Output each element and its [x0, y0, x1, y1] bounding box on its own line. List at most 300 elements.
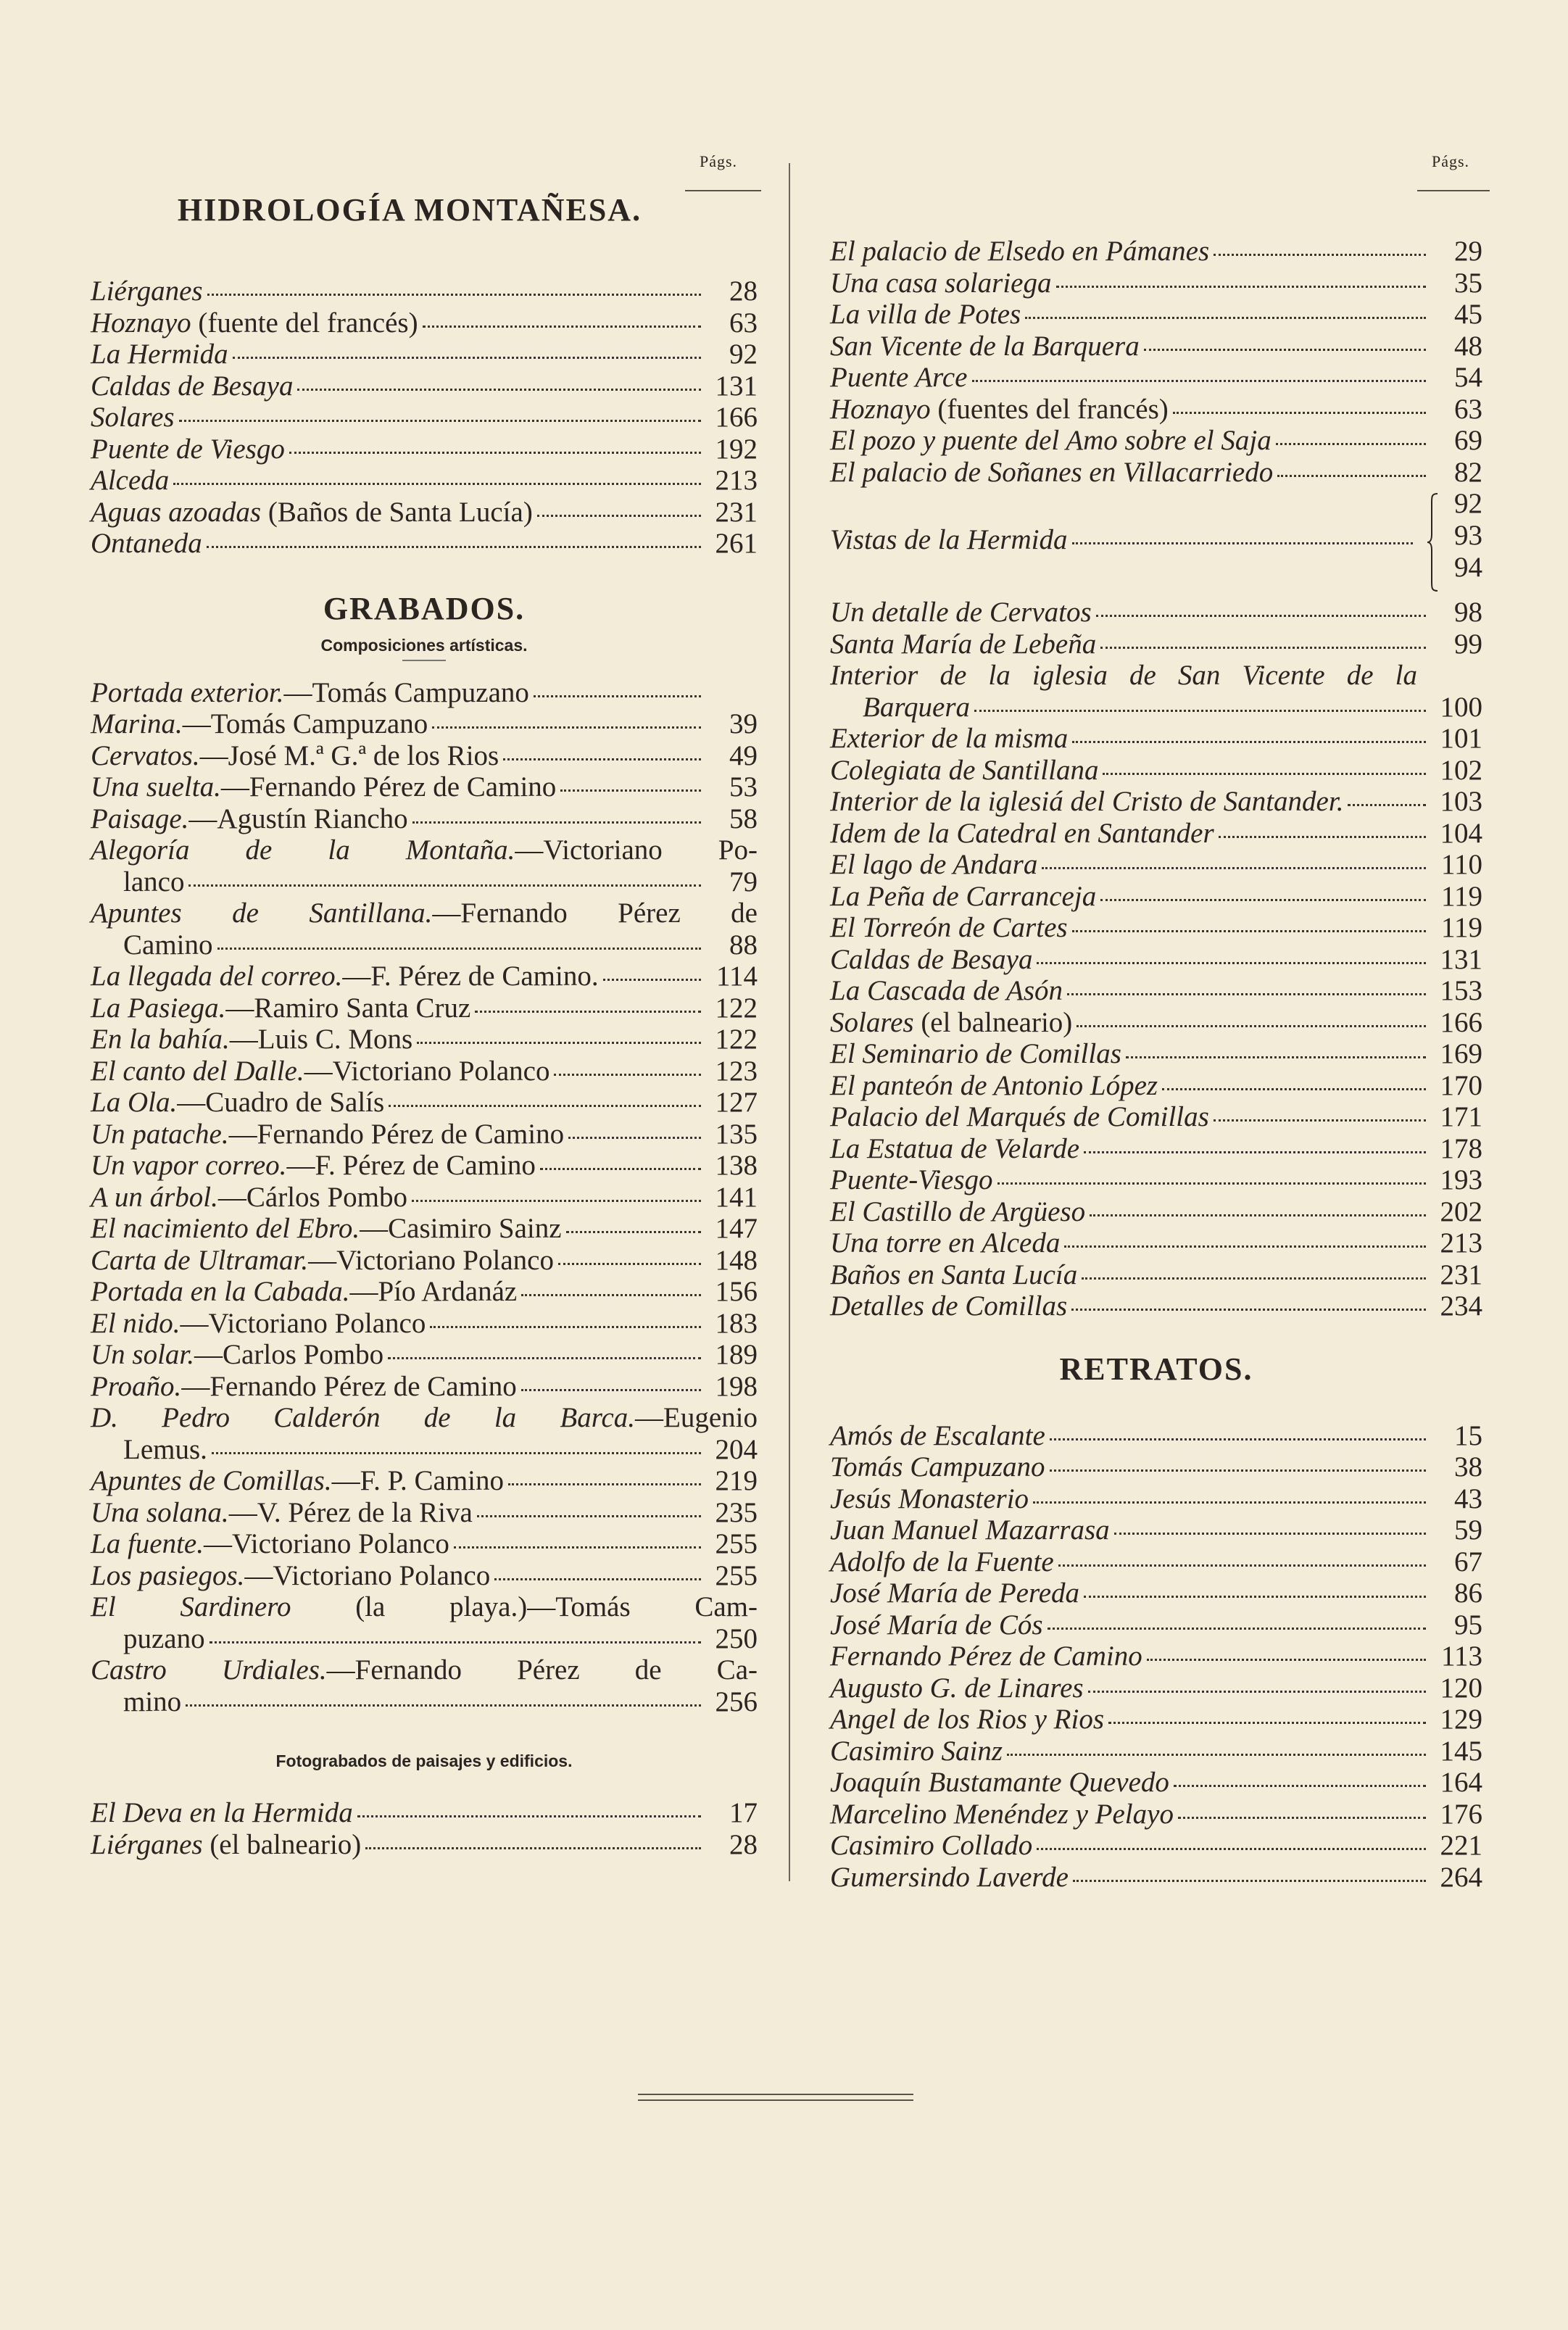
- entry-detail: —Victoriano Polanco: [203, 1528, 449, 1559]
- entry-detail: —Victoriano Polanco: [304, 1055, 550, 1087]
- leader-dots: [1174, 1785, 1426, 1787]
- entry-title: Caldas de Besaya: [830, 943, 1033, 975]
- toc-entry: [91, 771, 758, 803]
- toc-entry: [830, 1799, 1482, 1831]
- entry-title: Juan Manuel Mazarrasa: [830, 1514, 1110, 1546]
- entry-title: Solares: [91, 402, 175, 433]
- entry-page: 138: [715, 1150, 758, 1181]
- toc-entry: [91, 370, 758, 402]
- entry-title: Baños en Santa Lucía: [830, 1259, 1078, 1290]
- entry-page: 213: [715, 465, 758, 496]
- leader-dots: [412, 821, 701, 824]
- entry-detail: —Fernando Pérez de Camino: [181, 1370, 517, 1402]
- toc-entry: [91, 1497, 758, 1529]
- entry-title: Paisage.: [91, 803, 189, 834]
- entry-title: Apuntes de Comillas.: [91, 1465, 332, 1496]
- entry-page: 28: [729, 275, 758, 307]
- entry-page: 69: [1454, 425, 1482, 456]
- entry-title: El palacio de Elsedo en Pámanes: [830, 236, 1210, 267]
- toc-entry: [830, 1420, 1482, 1452]
- leader-dots: [1037, 1848, 1426, 1850]
- entry-page: 58: [729, 803, 758, 834]
- toc-entry: [830, 1736, 1482, 1767]
- entry-title: El Seminario de Comillas: [830, 1038, 1121, 1069]
- leader-dots: [1103, 773, 1426, 775]
- leader-dots: [1084, 1151, 1426, 1153]
- entry-detail: —Cuadro de Salís: [177, 1087, 385, 1118]
- toc-entry: [830, 1862, 1482, 1894]
- entry-detail: —Tomás Campuzano: [283, 676, 529, 708]
- entry-title: Proaño.: [91, 1370, 182, 1402]
- toc-entry-castro: [91, 1654, 758, 1717]
- entry-title: El panteón de Antonio López: [830, 1069, 1158, 1101]
- footer-rule-1: [638, 2094, 913, 2095]
- entry-page: 39: [729, 708, 758, 739]
- entry-page: 103: [1440, 786, 1482, 817]
- leader-dots: [1072, 741, 1426, 743]
- entry-title: Interior de la iglesiá del Cristo de Santander.: [830, 786, 1344, 817]
- entry-title: La Ola.: [91, 1087, 178, 1118]
- entry-page: 43: [1454, 1483, 1482, 1514]
- leader-dots: [1162, 1088, 1426, 1090]
- grabados-heading: GRABADOS.: [323, 590, 526, 626]
- entry-title: Hoznayo: [830, 393, 931, 425]
- entry-title: El canto del Dalle.: [91, 1055, 304, 1087]
- toc-entry: [830, 1451, 1482, 1483]
- pags-label-left: Págs.: [700, 152, 738, 170]
- entry-page: 156: [715, 1276, 758, 1307]
- leader-dots: [475, 1011, 701, 1013]
- left-column: [91, 145, 758, 1860]
- sardinero-title: El Sardinero: [91, 1591, 291, 1622]
- toc-entry: [91, 465, 758, 497]
- entry-page: 221: [1440, 1830, 1482, 1861]
- entry-detail: —Cárlos Pombo: [217, 1181, 407, 1213]
- entry-detail: —Tomás Campuzano: [182, 708, 428, 739]
- leader-dots: [534, 695, 701, 697]
- entry-page: 231: [1440, 1259, 1482, 1290]
- entry-title: Colegiata de Santillana: [830, 754, 1099, 786]
- entry-page: 49: [729, 739, 758, 771]
- fotograbados-list-a: [830, 236, 1482, 488]
- toc-entry: [91, 740, 758, 772]
- entry-page: 141: [715, 1181, 758, 1213]
- entry-title: Una solana.: [91, 1496, 229, 1528]
- entry-page: 131: [715, 370, 758, 402]
- toc-entry-interior-san-vicente: [830, 660, 1482, 723]
- entry-page: 15: [1454, 1419, 1482, 1451]
- entry-page: 213: [1440, 1227, 1482, 1259]
- leader-dots: [1276, 443, 1426, 445]
- entry-page: 164: [1440, 1767, 1482, 1798]
- entry-title: La Estatua de Velarde: [830, 1132, 1080, 1164]
- apuntes-santillana-title: Apuntes de Santillana.: [91, 897, 433, 929]
- leader-dots: [233, 357, 701, 359]
- entry-title: Solares: [830, 1006, 914, 1038]
- entry-page: 53: [729, 771, 758, 803]
- entry-title: Portada exterior.: [91, 676, 284, 708]
- composiciones-rule: [402, 660, 446, 661]
- toc-entry: [91, 1276, 758, 1308]
- composiciones-heading: Composiciones artísticas.: [320, 635, 528, 655]
- entry-page: 120: [1440, 1672, 1482, 1704]
- fotograbados-list-b: [830, 597, 1482, 660]
- entry-title: El Castillo de Argüeso: [830, 1195, 1086, 1227]
- entry-detail: —Fernando Pérez de Camino: [220, 771, 557, 803]
- leader-dots: [997, 1182, 1426, 1185]
- retratos-list: [830, 1420, 1482, 1894]
- entry-page: 48: [1454, 330, 1482, 362]
- toc-entry: [830, 818, 1482, 850]
- toc-entry: [91, 1150, 758, 1182]
- entry-title: Augusto G. de Linares: [830, 1672, 1084, 1704]
- toc-entry: [830, 1483, 1482, 1515]
- entry-title: La Hermida: [91, 339, 228, 370]
- entry-title: Los pasiegos.: [91, 1559, 245, 1591]
- entry-page: 110: [1440, 849, 1482, 880]
- entry-page: 255: [715, 1559, 758, 1591]
- leader-dots: [1064, 1245, 1426, 1248]
- retratos-heading: RETRATOS.: [1059, 1351, 1253, 1387]
- entry-page: 202: [1440, 1195, 1482, 1227]
- entry-title: Puente de Viesgo: [91, 433, 285, 465]
- toc-entry: [91, 992, 758, 1024]
- entry-title: Puente Arce: [830, 362, 968, 393]
- leader-dots: [1042, 867, 1426, 869]
- entry-page: 95: [1454, 1609, 1482, 1641]
- toc-entry: [830, 881, 1482, 913]
- entry-page: 193: [1440, 1164, 1482, 1195]
- entry-page: 29: [1454, 236, 1482, 267]
- entry-page: 38: [1454, 1451, 1482, 1483]
- leader-dots: [1088, 1691, 1426, 1693]
- toc-entry: [91, 402, 758, 434]
- toc-entry-vistas: [830, 488, 1482, 597]
- entry-title: Marcelino Menéndez y Pelayo: [830, 1798, 1174, 1830]
- vistas-page-1: 92: [1454, 488, 1482, 519]
- toc-entry: [91, 961, 758, 992]
- toc-entry: [91, 434, 758, 465]
- toc-entry: [91, 1182, 758, 1214]
- entry-page: 35: [1454, 267, 1482, 299]
- entry-title: Tomás Campuzano: [830, 1451, 1045, 1483]
- entry-detail: —Pío Ardanáz: [349, 1276, 518, 1307]
- composiciones-list-c: [91, 1465, 758, 1591]
- toc-entry: [830, 457, 1482, 489]
- entry-page: 67: [1454, 1546, 1482, 1577]
- leader-dots: [389, 1105, 701, 1107]
- leader-dots: [560, 789, 701, 792]
- entry-title: Casimiro Sainz: [830, 1735, 1003, 1767]
- entry-title: Angel de los Rios y Rios: [830, 1704, 1105, 1735]
- toc-entry: [830, 1007, 1482, 1039]
- entry-detail: —Carlos Pombo: [194, 1339, 384, 1370]
- leader-dots: [207, 546, 701, 548]
- entry-page: 82: [1454, 456, 1482, 488]
- toc-entry: [91, 1056, 758, 1087]
- entry-page: 147: [715, 1213, 758, 1244]
- entry-page: 219: [715, 1465, 758, 1496]
- toc-entry: [830, 1133, 1482, 1165]
- toc-entry: [830, 912, 1482, 944]
- entry-title: Amós de Escalante: [830, 1419, 1045, 1451]
- pags-label-right: Págs.: [1432, 152, 1470, 170]
- entry-detail: —Victoriano Polanco: [244, 1559, 491, 1591]
- entry-title: El nacimiento del Ebro.: [91, 1213, 360, 1244]
- toc-entry: [830, 1641, 1482, 1672]
- toc-entry: [91, 677, 758, 709]
- entry-detail: —Casimiro Sainz: [360, 1213, 562, 1244]
- entry-page: 99: [1454, 628, 1482, 660]
- entry-page: 123: [715, 1055, 758, 1087]
- toc-entry: [91, 1119, 758, 1151]
- entry-detail: (fuente del francés): [191, 307, 418, 339]
- leader-dots: [1090, 1214, 1426, 1216]
- interior-san-vicente-line2: Barquera: [863, 691, 971, 723]
- entry-title: Casimiro Collado: [830, 1830, 1033, 1861]
- leader-dots: [297, 389, 701, 391]
- entry-title: Hoznayo: [91, 307, 191, 339]
- apuntes-santillana-page: 88: [729, 929, 758, 961]
- leader-dots: [1037, 962, 1426, 964]
- toc-entry: [830, 723, 1482, 755]
- entry-title: Una casa solariega: [830, 267, 1052, 299]
- interior-san-vicente-page: 100: [1440, 691, 1482, 723]
- leader-dots: [417, 1042, 701, 1044]
- entry-page: 28: [729, 1828, 758, 1860]
- alegoria-title: Alegoría de la Montaña.: [91, 834, 515, 866]
- entry-detail: —Luis C. Mons: [229, 1024, 413, 1055]
- entry-page: 166: [715, 402, 758, 433]
- entry-title: Ontaneda: [91, 528, 202, 559]
- apuntes-santillana-author: —Fernando Pérez de: [432, 897, 758, 929]
- entry-title: La Cascada de Asón: [830, 975, 1063, 1006]
- entry-page: 129: [1440, 1704, 1482, 1735]
- entry-page: 192: [715, 433, 758, 465]
- castro-cont: mino: [123, 1686, 182, 1717]
- fotograbados-heading: Fotograbados de paisajes y edificios.: [275, 1751, 573, 1770]
- toc-entry-alegoria: [91, 834, 758, 897]
- entry-title: Aguas azoadas: [91, 496, 262, 528]
- leader-dots: [1077, 1025, 1426, 1027]
- toc-entry: [91, 1024, 758, 1056]
- composiciones-list-b: [91, 961, 758, 1402]
- entry-title: Santa María de Lebeña: [830, 628, 1097, 660]
- entry-page: 235: [715, 1496, 758, 1528]
- calderon-title: D. Pedro Calderón de la Barca.: [91, 1402, 636, 1433]
- entry-page: 59: [1454, 1514, 1482, 1546]
- leader-dots: [540, 1168, 701, 1170]
- entry-page: 261: [715, 528, 758, 559]
- footer-rule-2: [638, 2099, 913, 2101]
- toc-entry: [830, 425, 1482, 457]
- alegoria-page: 79: [729, 866, 758, 897]
- toc-entry: [91, 1465, 758, 1497]
- leader-dots: [1082, 1277, 1426, 1280]
- leader-dots: [412, 1200, 701, 1202]
- leader-dots: [1144, 349, 1426, 351]
- leader-dots: [1277, 475, 1426, 477]
- entry-page: 169: [1440, 1038, 1482, 1069]
- leader-dots: [1126, 1056, 1426, 1058]
- leader-dots: [1058, 1564, 1426, 1567]
- leader-dots: [537, 515, 701, 517]
- toc-entry: [830, 1196, 1482, 1228]
- entry-page: 170: [1440, 1069, 1482, 1101]
- leader-dots: [1348, 804, 1426, 806]
- leader-dots: [1072, 930, 1426, 932]
- entry-page: 145: [1440, 1735, 1482, 1767]
- entry-title: San Vicente de la Barquera: [830, 330, 1140, 362]
- entry-page: 102: [1440, 754, 1482, 786]
- leader-dots: [503, 758, 701, 760]
- entry-title: José María de Pereda: [830, 1577, 1080, 1609]
- leader-dots: [1033, 1501, 1426, 1504]
- entry-detail: (fuentes del francés): [930, 393, 1169, 425]
- fotograbados-list-left: [91, 1797, 758, 1860]
- entry-title: El pozo y puente del Amo sobre el Saja: [830, 425, 1272, 456]
- leader-dots: [521, 1389, 701, 1391]
- entry-title: Idem de la Catedral en Santander: [830, 817, 1214, 849]
- toc-entry: [830, 236, 1482, 268]
- toc-entry: [830, 331, 1482, 362]
- toc-entry-calderon: [91, 1402, 758, 1465]
- toc-entry: [830, 1546, 1482, 1578]
- toc-entry: [830, 755, 1482, 787]
- leader-dots: [430, 1326, 701, 1328]
- entry-page: 171: [1440, 1101, 1482, 1132]
- leader-dots: [1178, 1817, 1426, 1819]
- entry-title: Carta de Ultramar.: [91, 1244, 309, 1276]
- toc-entry: [91, 497, 758, 528]
- entry-page: 119: [1440, 912, 1482, 943]
- toc-entry: [830, 1101, 1482, 1133]
- entry-page: 178: [1440, 1132, 1482, 1164]
- toc-entry: [830, 1038, 1482, 1070]
- entry-detail: —F. Pérez de Camino: [286, 1150, 536, 1181]
- toc-entry: [91, 1797, 758, 1829]
- leader-dots: [521, 1294, 701, 1296]
- toc-entry: [830, 975, 1482, 1007]
- entry-page: 92: [729, 339, 758, 370]
- toc-entry-sardinero: [91, 1591, 758, 1654]
- entry-title: A un árbol.: [91, 1181, 218, 1213]
- leader-dots: [432, 726, 701, 729]
- hidrologia-heading: HIDROLOGÍA MONTAÑESA.: [177, 192, 642, 228]
- toc-entry: [830, 1070, 1482, 1102]
- leader-dots: [1214, 1119, 1426, 1122]
- entry-detail: —Victoriano Polanco: [308, 1244, 554, 1276]
- leader-dots: [1050, 1438, 1426, 1440]
- entry-detail: —José M.ª G.ª de los Rios: [199, 739, 499, 771]
- entry-title: El Torreón de Cartes: [830, 912, 1068, 943]
- toc-entry: [91, 1560, 758, 1592]
- entry-title: Un vapor correo.: [91, 1150, 287, 1181]
- toc-entry: [830, 1672, 1482, 1704]
- interior-san-vicente-line1: Interior de la iglesia de San Vicente de la: [830, 660, 1417, 691]
- entry-page: 17: [729, 1797, 758, 1828]
- toc-entry: [91, 803, 758, 835]
- leader-dots: [1084, 1596, 1426, 1598]
- toc-entry: [830, 1577, 1482, 1609]
- entry-page: 101: [1440, 723, 1482, 754]
- leader-dots: [494, 1578, 701, 1580]
- leader-dots: [357, 1815, 701, 1817]
- entry-title: La Pasiega.: [91, 992, 226, 1024]
- toc-entry: [830, 597, 1482, 629]
- entry-page: 176: [1440, 1798, 1482, 1830]
- column-divider: [789, 163, 790, 1881]
- entry-title: La villa de Potes: [830, 299, 1021, 330]
- entry-page: 183: [715, 1307, 758, 1339]
- entry-detail: —Agustín Riancho: [188, 803, 408, 834]
- entry-page: 104: [1440, 817, 1482, 849]
- calderon-page: 204: [715, 1433, 758, 1465]
- entry-page: 45: [1454, 299, 1482, 330]
- toc-entry: [830, 944, 1482, 976]
- entry-title: Exterior de la misma: [830, 723, 1069, 754]
- entry-page: 131: [1440, 943, 1482, 975]
- entry-page: 113: [1440, 1641, 1482, 1672]
- calderon-author: —Eugenio: [635, 1402, 758, 1433]
- toc-entry: [830, 362, 1482, 394]
- entry-title: La fuente.: [91, 1528, 204, 1559]
- entry-title: Caldas de Besaya: [91, 370, 294, 402]
- toc-entry: [830, 268, 1482, 299]
- toc-entry: [91, 1213, 758, 1245]
- entry-title: Portada en la Cabada.: [91, 1276, 350, 1307]
- toc-entry: [830, 849, 1482, 881]
- toc-entry: [91, 1371, 758, 1403]
- entry-title: José María de Cós: [830, 1609, 1043, 1641]
- toc-entry: [91, 708, 758, 740]
- entry-detail: —F. P. Camino: [331, 1465, 505, 1496]
- leader-dots: [603, 979, 701, 981]
- leader-dots: [568, 1137, 701, 1139]
- entry-page: 127: [715, 1087, 758, 1118]
- entry-title: Una suelta.: [91, 771, 221, 803]
- alegoria-cont: lanco: [123, 866, 185, 897]
- leader-dots: [1100, 647, 1426, 649]
- leader-dots: [1073, 1880, 1426, 1882]
- entry-title: Detalles de Comillas: [830, 1290, 1068, 1322]
- entry-title: El Deva en la Hermida: [91, 1797, 353, 1828]
- castro-author: —Fernando Pérez de Ca-: [326, 1654, 758, 1686]
- toc-entry: [830, 1164, 1482, 1196]
- entry-page: 98: [1454, 597, 1482, 628]
- toc-entry: [91, 1339, 758, 1371]
- toc-entry: [830, 1290, 1482, 1322]
- entry-title: Una torre en Alceda: [830, 1227, 1061, 1259]
- entry-title: Un solar.: [91, 1339, 195, 1370]
- entry-detail: —Victoriano Polanco: [180, 1307, 426, 1339]
- toc-entry: [91, 1087, 758, 1119]
- vistas-title: Vistas de la Hermida: [830, 524, 1068, 555]
- entry-title: Un patache.: [91, 1118, 229, 1150]
- entry-page: 189: [715, 1339, 758, 1370]
- leader-dots: [1025, 317, 1426, 319]
- toc-entry: [91, 1245, 758, 1277]
- entry-title: La llegada del correo.: [91, 961, 343, 992]
- vistas-pages: [1430, 488, 1482, 584]
- entry-title: Un detalle de Cervatos: [830, 597, 1092, 628]
- toc-entry: [830, 1767, 1482, 1799]
- leader-dots: [1147, 1659, 1426, 1661]
- toc-entry-apuntes-santillana: [91, 897, 758, 961]
- leader-dots: [1050, 1469, 1426, 1472]
- entry-title: Marina.: [91, 708, 183, 739]
- leader-dots: [173, 483, 701, 485]
